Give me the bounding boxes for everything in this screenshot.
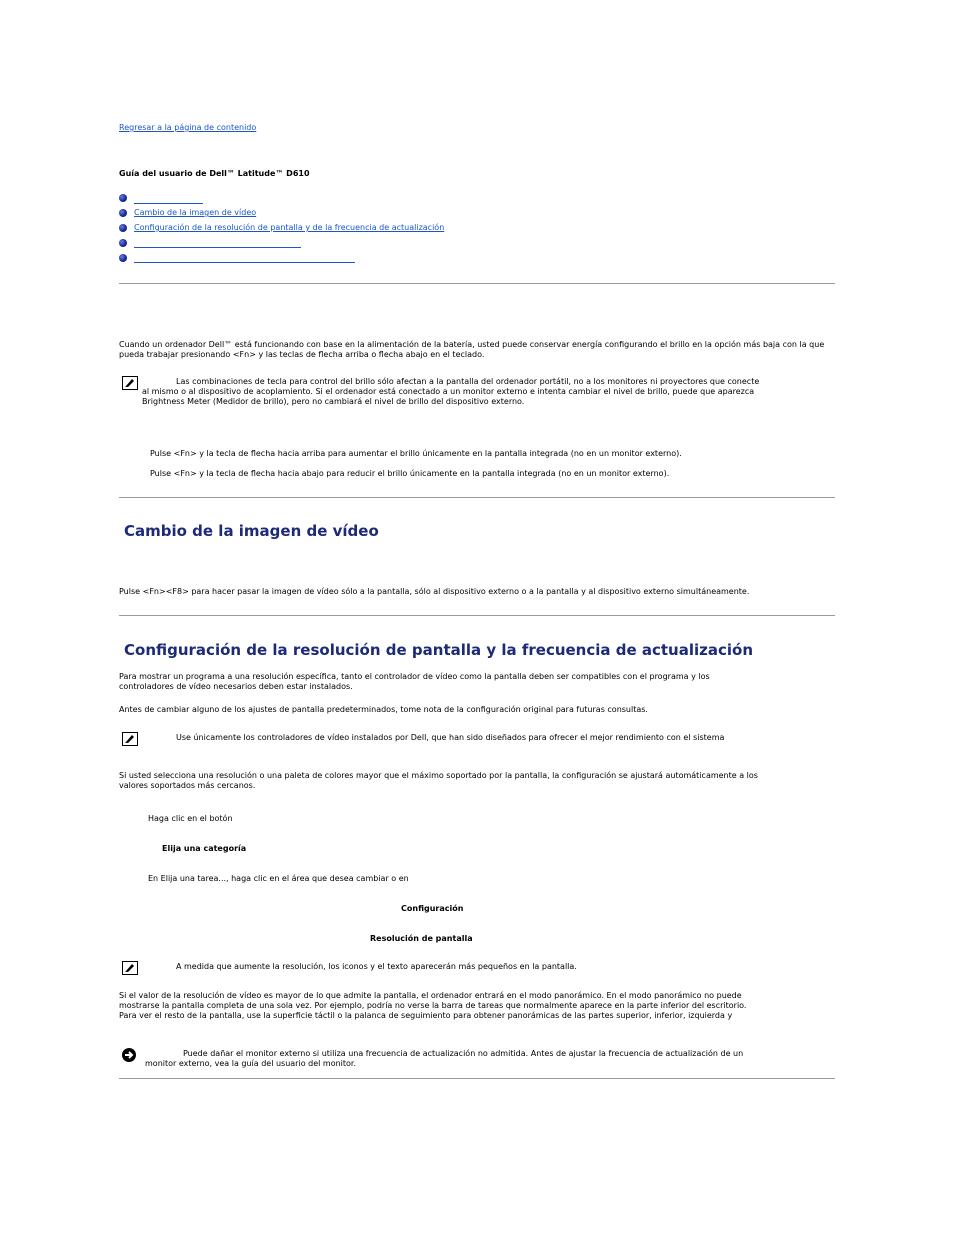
resolution-para1-line1: Para mostrar un programa a una resolución específica, tanto el controlador de vídeo como la pantalla deben ser compatibles con el programa y los [119,672,710,681]
resolution-para3-line1: Si usted selecciona una resolución o una paleta de colores mayor que el máximo soportado por la pantalla, la configuración se ajustará automáticamente a los [119,771,758,780]
nav-item-video-image[interactable]: Cambio de la imagen de vídeo [134,208,257,217]
note-icon [122,961,138,975]
nav-item-brightness[interactable] [134,203,203,204]
divider [119,1078,835,1079]
caution-line1: Puede dañar el monitor externo si utiliza una frecuencia de actualización no admitida. Antes de ajustar la frecuencia de actualización de un [183,1049,744,1058]
note-icon [122,732,138,746]
back-to-contents-link[interactable]: Regresar a la página de contenido [119,123,257,132]
video-text: Pulse <Fn><F8> para hacer pasar la imagen de vídeo sólo a la pantalla, sólo al dispositivo externo o a la pantalla y al dispositivo externo simultáneamente. [119,587,750,596]
resolution-para3-line2: valores soportados más cercanos. [119,781,256,790]
note-icon [122,376,138,390]
resolution-note-icons-size: A medida que aumente la resolución, los iconos y el texto aparecerán más pequeños en la pantalla. [176,962,577,971]
bullet-icon [119,224,127,232]
divider [119,615,835,616]
video-section-heading: Cambio de la imagen de vídeo [124,522,379,540]
step-click-start: Haga clic en el botón [148,814,233,823]
caution-icon [122,1048,136,1062]
bullet-icon [119,209,127,217]
brightness-step-up: Pulse <Fn> y la tecla de flecha hacia arriba para aumentar el brillo únicamente en la pantalla integrada (no en un monitor externo). [150,449,682,458]
divider [119,497,835,498]
resolution-note-drivers: Use únicamente los controladores de vídeo instalados por Dell, que han sido diseñados para ofrecer el mejor rendimiento con el sistema [176,733,725,742]
brightness-note-line1: Las combinaciones de tecla para control del brillo sólo afectan a la pantalla del ordenador portátil, no a los monitores ni proyectores que conecte [176,377,760,386]
nav-item-dual-display[interactable] [134,247,301,248]
step-screen-resolution: Resolución de pantalla [370,934,473,943]
resolution-para4-line1: Si el valor de la resolución de vídeo es mayor de lo que admite la pantalla, el ordenador entrará en el modo panorámico. En el modo panorámico no puede [119,991,742,1000]
resolution-section-heading: Configuración de la resolución de pantalla y la frecuencia de actualización [124,641,754,659]
nav-item-swap-displays[interactable] [134,262,355,263]
divider [119,283,835,284]
bullet-icon [119,254,127,262]
brightness-note-line2: al mismo o al dispositivo de acoplamiento. Si el ordenador está conectado a un monitor externo e intenta cambiar el nivel de brillo, puede que aparezca [142,387,755,396]
resolution-para1-line2: controladores de vídeo necesarios deben estar instalados. [119,682,353,691]
brightness-note-line3: Brightness Meter (Medidor de brillo), pero no cambiará el nivel de brillo del dispositivo externo. [142,397,525,406]
resolution-para2: Antes de cambiar alguno de los ajustes de pantalla predeterminados, tome nota de la configuración original para futuras consultas. [119,705,648,714]
step-choose-task: En Elija una tarea..., haga clic en el área que desea cambiar o en [148,874,409,883]
step-choose-category: Elija una categoría [162,844,247,853]
resolution-para4-line3: Para ver el resto de la pantalla, use la superficie táctil o la palanca de seguimiento para obtener panorámicas de las partes superior, inferior, izquierda y [119,1011,733,1020]
bullet-icon [119,194,127,202]
caution-line2: monitor externo, vea la guía del usuario del monitor. [145,1059,357,1068]
nav-item-resolution[interactable]: Configuración de la resolución de pantalla y de la frecuencia de actualización [134,223,445,232]
step-settings: Configuración [401,904,464,913]
brightness-step-down: Pulse <Fn> y la tecla de flecha hacia abajo para reducir el brillo únicamente en la pantalla integrada (no en un monitor externo). [150,469,670,478]
bullet-icon [119,239,127,247]
guide-title: Guía del usuario de Dell™ Latitude™ D610 [119,169,310,178]
resolution-para4-line2: mostrarse la pantalla completa de una sola vez. Por ejemplo, podría no verse la barra de tareas que normalmente aparece en la parte inferior del escritorio. [119,1001,747,1010]
brightness-intro: Cuando un ordenador Dell™ está funcionando con base en la alimentación de la batería, usted puede conservar energía configurando el brillo en la opción más baja con la que pueda trabajar presionando <Fn> y las teclas de flecha arriba o flecha abajo en el teclado. [119,340,825,359]
